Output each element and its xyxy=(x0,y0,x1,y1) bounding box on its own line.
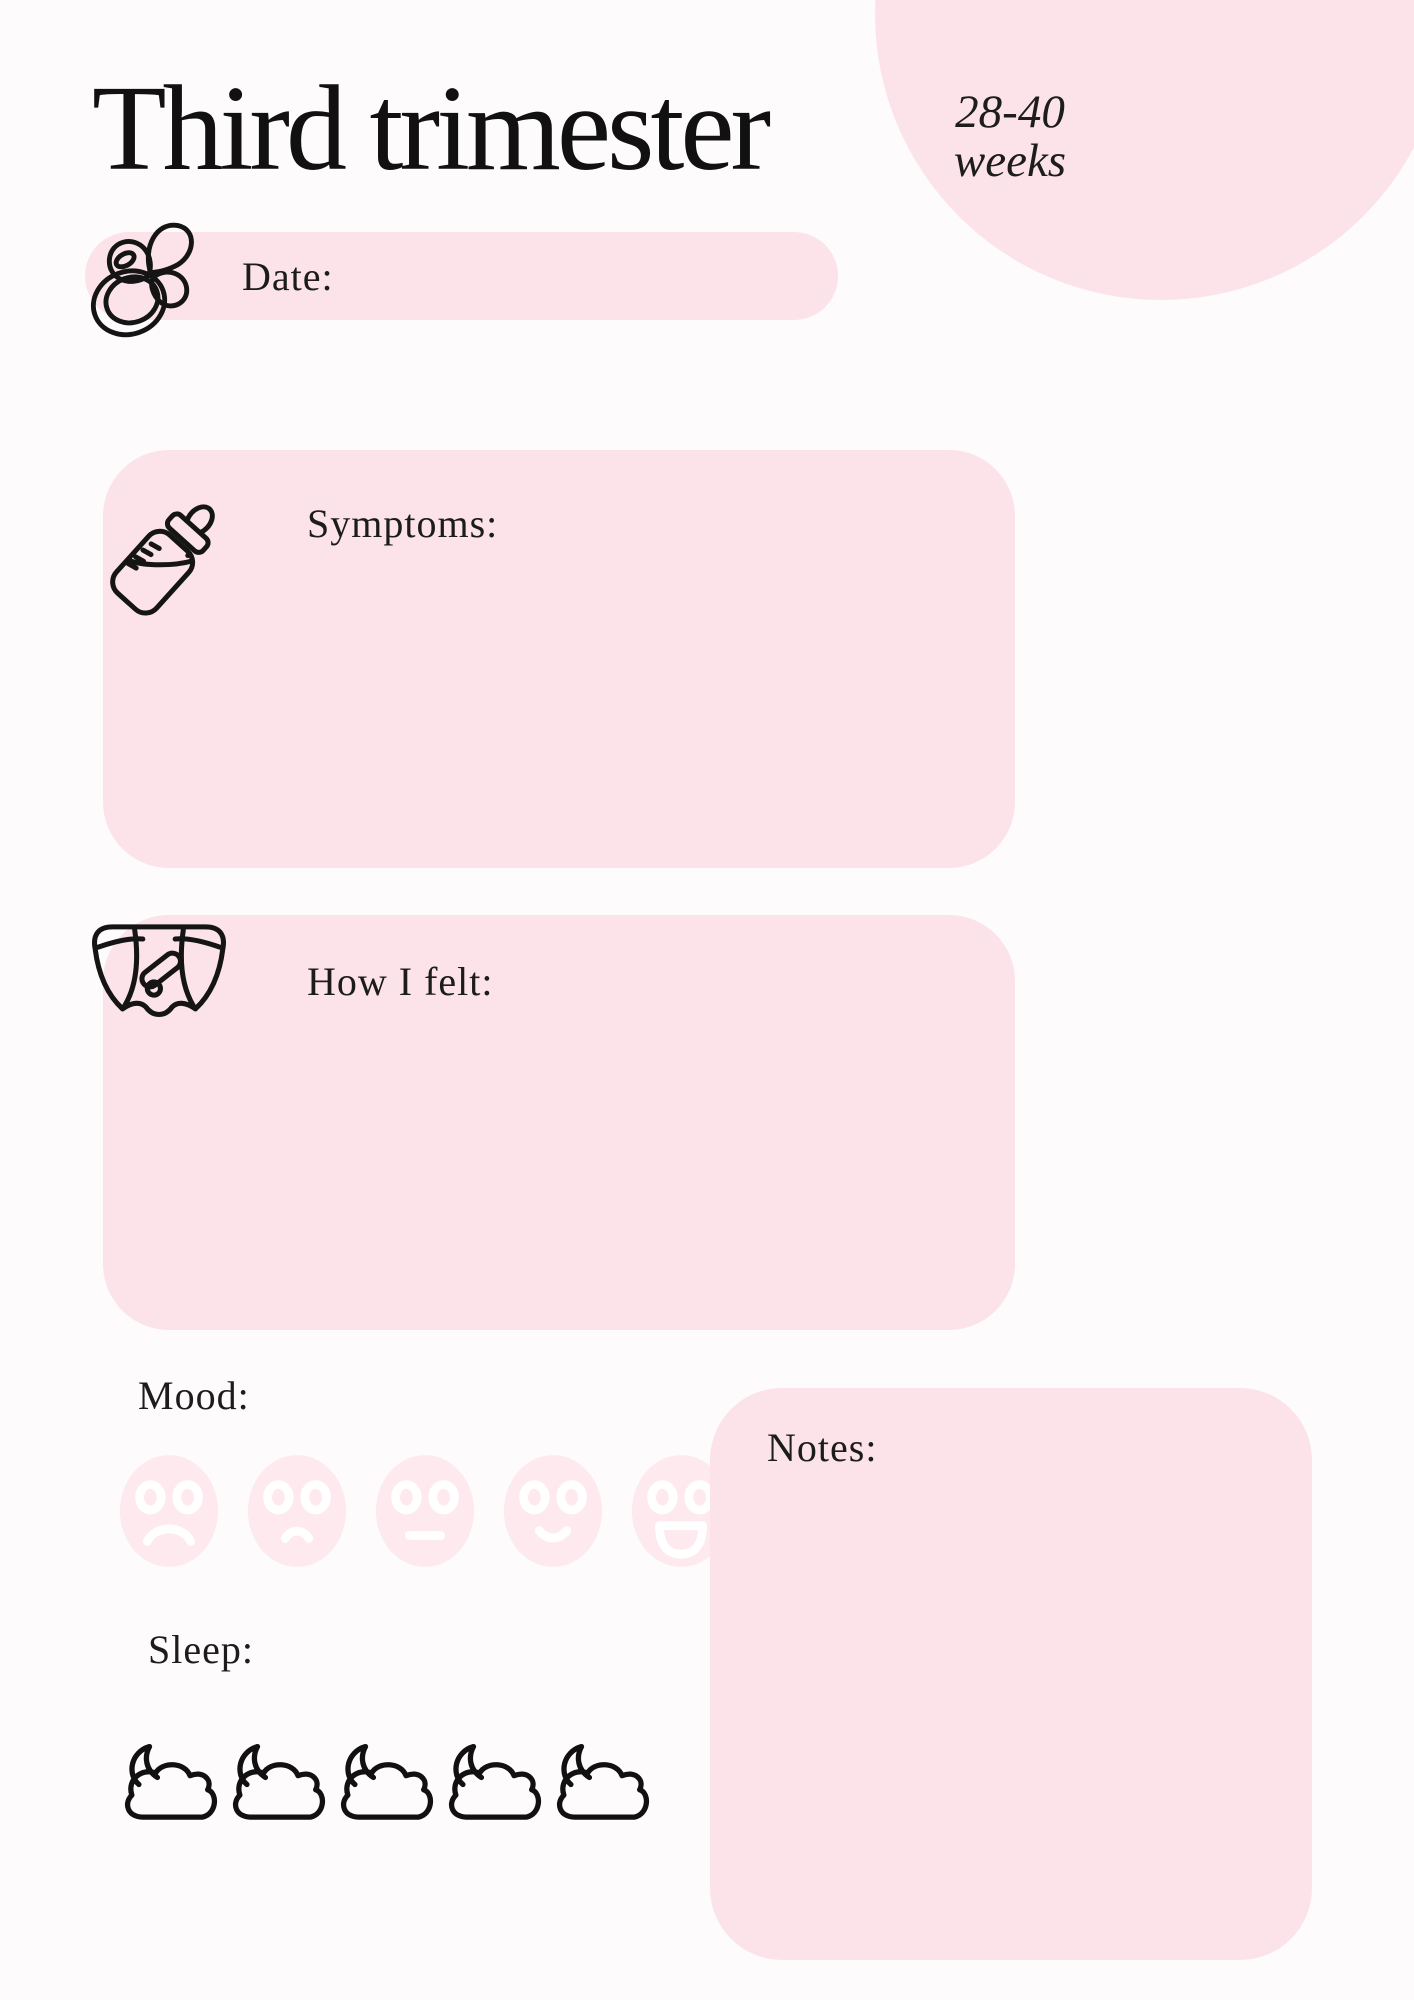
mood-neutral-icon[interactable] xyxy=(374,1452,476,1570)
how-i-felt-label: How I felt: xyxy=(307,959,494,1004)
cloud-moon-icon[interactable] xyxy=(224,1736,328,1833)
weeks-word: weeks xyxy=(953,135,1067,188)
diaper-icon xyxy=(78,912,240,1040)
cloud-moon-icon[interactable] xyxy=(440,1736,544,1833)
baby-bottle-icon xyxy=(70,470,250,650)
page-title: Third trimester xyxy=(92,61,768,196)
notes-label: Notes: xyxy=(767,1425,878,1470)
mood-sad-icon[interactable] xyxy=(246,1452,348,1570)
sleep-label: Sleep: xyxy=(148,1627,254,1672)
weeks-range: 28-40 xyxy=(955,86,1065,138)
mood-happy-icon[interactable] xyxy=(502,1452,604,1570)
sleep-rating-row xyxy=(116,1736,652,1833)
date-label: Date: xyxy=(242,254,334,299)
cloud-moon-icon[interactable] xyxy=(116,1736,220,1833)
mood-label: Mood: xyxy=(138,1373,250,1418)
pacifier-icon xyxy=(86,206,218,338)
cloud-moon-icon[interactable] xyxy=(332,1736,436,1833)
mood-rating-row xyxy=(118,1452,732,1570)
symptoms-label: Symptoms: xyxy=(307,501,499,546)
weeks-badge xyxy=(905,88,1115,187)
mood-very-sad-icon[interactable] xyxy=(118,1452,220,1570)
notes-field[interactable] xyxy=(710,1388,1312,1960)
cloud-moon-icon[interactable] xyxy=(548,1736,652,1833)
